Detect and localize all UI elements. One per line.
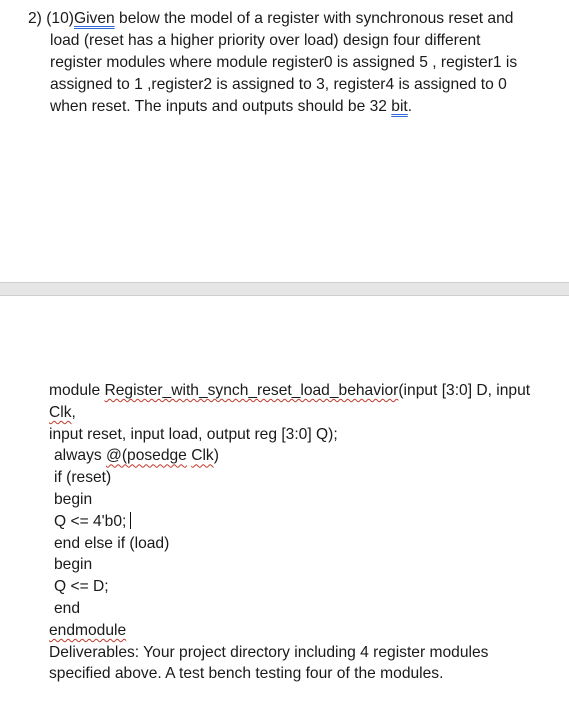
code-clk-word-2: Clk: [191, 447, 214, 465]
question-bit-word: bit: [391, 98, 408, 115]
document-page-1: [0, 0, 569, 282]
code-module-name: Register_with_synch_reset_load_behavior: [104, 382, 399, 399]
question-line-5: [28, 96, 558, 118]
question-paragraph: [28, 8, 558, 118]
page-break: [0, 282, 569, 296]
code-close-paren: ): [213, 447, 219, 465]
code-keyword-always: always: [54, 447, 106, 465]
question-line-4: assigned to 1 ,register2 is assigned to 3, register4 is assigned to 0: [50, 76, 507, 93]
code-line-clk: [49, 402, 564, 424]
code-line-module: [49, 380, 564, 402]
code-line-1-rest: (input [3:0] D, input: [398, 382, 531, 399]
code-line-always: [49, 445, 564, 467]
code-line-else-if-load: end else if (load): [54, 534, 170, 552]
question-line-3: register modules where module register0 is assigned 5 , register1 is: [50, 54, 518, 71]
code-assign-zero-text: Q <= 4'b0;: [54, 512, 127, 530]
code-clk-word: Clk: [49, 403, 72, 421]
code-line-assign-d: Q <= D;: [54, 578, 109, 596]
question-line-2: load (reset has a higher priority over load) design four different: [50, 32, 481, 49]
question-line-5-end: .: [407, 98, 413, 115]
code-line-2-rest: ,: [71, 403, 76, 421]
code-line-endmodule: [49, 620, 564, 642]
deliverables-line-2: specified above. A test bench testing four of the modules.: [49, 665, 444, 683]
code-block: [49, 380, 564, 685]
code-posedge: @(posedge: [106, 447, 187, 465]
code-line-end: end: [54, 599, 81, 617]
question-points: (10): [46, 10, 74, 27]
code-line-if-reset: if (reset): [54, 469, 112, 487]
code-keyword-module: module: [49, 382, 105, 399]
question-given-word: Given: [73, 10, 115, 27]
question-line-5-text: when reset. The inputs and outputs should be 32: [50, 98, 392, 115]
code-line-ports: input reset, input load, output reg [3:0] Q);: [49, 425, 338, 443]
code-line-assign-zero: [49, 511, 564, 533]
text-cursor: [130, 512, 131, 529]
deliverables-line-1: Deliverables: Your project directory including 4 register modules: [49, 643, 489, 661]
question-line-1: below the model of a register with synchronous reset and: [114, 10, 514, 27]
question-number: 2): [28, 10, 42, 27]
code-endmodule-word: endmodule: [49, 621, 127, 639]
code-line-begin-1: begin: [54, 490, 93, 508]
code-line-begin-2: begin: [54, 556, 93, 574]
